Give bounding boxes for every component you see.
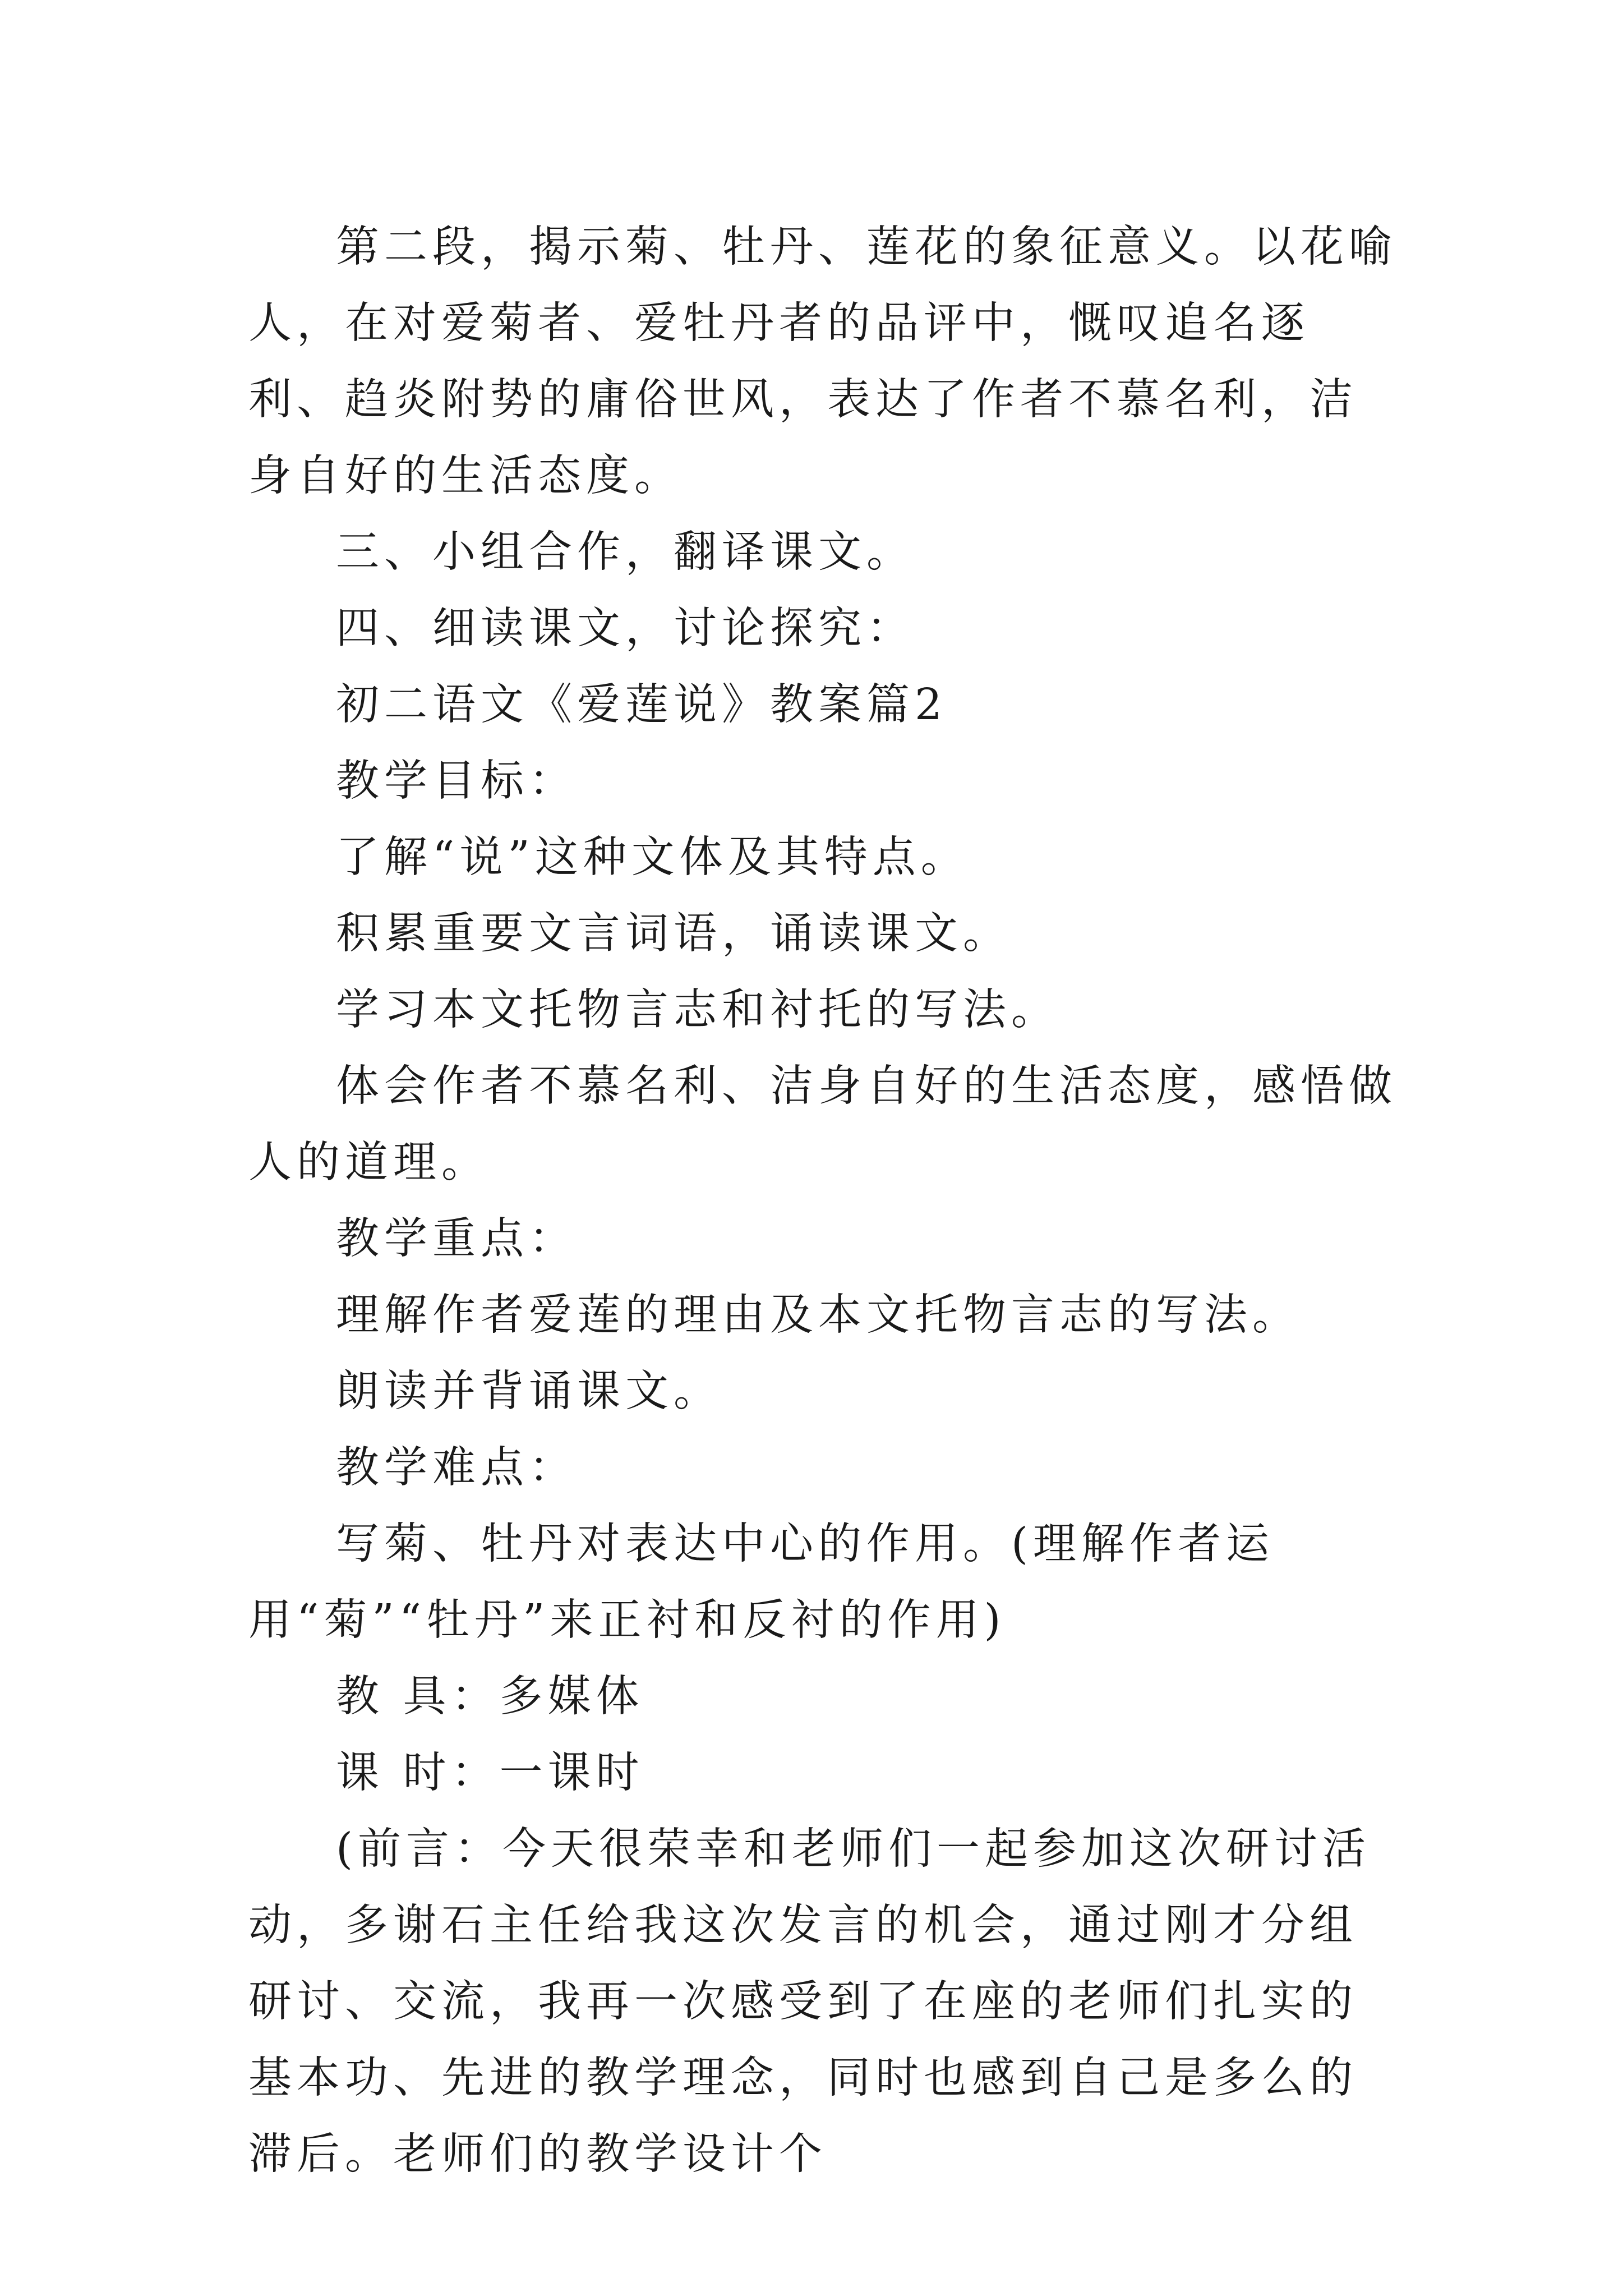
heading-difficulties: 教学难点： — [336, 1443, 577, 1493]
heading-teaching-goals: 教学目标： — [336, 756, 577, 806]
class-hours: 课 时：一课时 — [336, 1748, 644, 1798]
section-title: 初二语文《爱莲说》教案篇2 — [336, 680, 947, 730]
key-point-1: 理解作者爱莲的理由及本文托物言志的写法。 — [336, 1290, 1301, 1340]
heading-key-points: 教学重点： — [336, 1214, 577, 1264]
difficulty-item: 写菊、牡丹对表达中心的作用。(理解作者运用“菊”“牡丹”来正衬和反衬的作用) — [248, 1519, 1275, 1645]
teaching-tools: 教 具：多媒体 — [336, 1672, 644, 1722]
goal-item-2: 积累重要文言词语，诵读课文。 — [336, 909, 1011, 959]
goal-item-3: 学习本文托物言志和衬托的写法。 — [336, 985, 1059, 1035]
key-point-2: 朗读并背诵课文。 — [336, 1366, 722, 1416]
goal-item-4: 体会作者不慕名利、洁身自好的生活态度，感悟做人的道理。 — [248, 1061, 1397, 1188]
paragraph-step-three: 三、小组合作，翻译课文。 — [336, 527, 915, 577]
paragraph-preface: (前言：今天很荣幸和老师们一起参加这次研讨活动，多谢石主任给我这次发言的机会，通过刚才分组研讨、交流，我再一次感受到了在座的老师们扎实的基本功、先进的教学理念，同时也感到自己是多么的滞后。老师们的教学设计个 — [248, 1824, 1371, 2179]
document-body — [248, 209, 1404, 2193]
paragraph-step-four: 四、细读课文，讨论探究： — [336, 604, 915, 654]
goal-item-1: 了解“说”这种文体及其特点。 — [336, 832, 969, 882]
paragraph-symbolism: 第二段，揭示菊、牡丹、莲花的象征意义。以花喻人，在对爱菊者、爱牡丹者的品评中，慨叹追名逐利、趋炎附势的庸俗世风，表达了作者不慕名利，洁身自好的生活态度。 — [248, 222, 1397, 501]
